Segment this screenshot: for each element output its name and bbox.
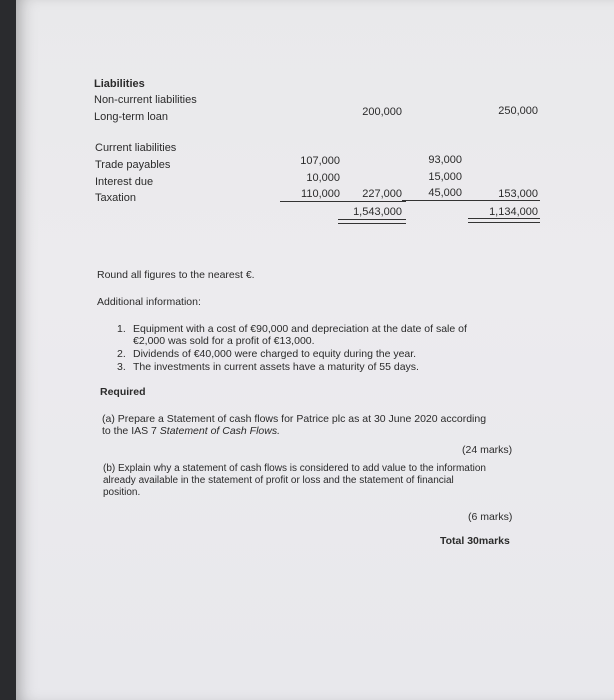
taxation-2020: 110,000 — [301, 188, 340, 200]
part-a-text: (a) Prepare a Statement of cash flows for Patrice plc as at 30 June 2020 according — [102, 413, 487, 425]
long-term-loan-2020: 200,000 — [362, 106, 402, 118]
current-liabilities-total-2020: 227,000 — [362, 188, 402, 200]
total-liabilities-equity-2020: 1,543,000 — [353, 206, 402, 218]
info-item-text: Dividends of €40,000 were charged to equity during the year. — [133, 348, 417, 360]
taxation-label: Taxation — [95, 192, 136, 204]
noncurrent-liabilities-heading: Non-current liabilities — [94, 94, 197, 106]
part-a-marks: (24 marks) — [462, 444, 513, 456]
part-a-text-cont: to the IAS 7 Statement of Cash Flows. — [102, 425, 281, 437]
info-item-text-cont: €2,000 was sold for a profit of €13,000. — [133, 335, 315, 347]
info-item-text: The investments in current assets have a maturity of 55 days. — [133, 361, 419, 373]
part-b-text: (b) Explain why a statement of cash flows is considered to add value to the information — [103, 463, 486, 474]
subtotal-rule-2020 — [280, 201, 406, 202]
current-liabilities-heading: Current liabilities — [95, 142, 177, 154]
total-liabilities-equity-2019: 1,134,000 — [489, 206, 538, 218]
taxation-2019: 45,000 — [428, 187, 462, 199]
trade-payables-label: Trade payables — [95, 159, 171, 171]
double-rule-2019 — [468, 218, 540, 223]
trade-payables-2019: 93,000 — [428, 154, 462, 166]
double-rule-2020 — [338, 219, 406, 224]
part-b-marks: (6 marks) — [468, 511, 513, 523]
info-item-text: Equipment with a cost of €90,000 and depreciation at the date of sale of — [133, 323, 467, 335]
part-b-text-end: position. — [103, 487, 141, 498]
part-b-text-cont: already available in the statement of profit or loss and the statement of financial — [103, 475, 454, 486]
interest-due-2019: 15,000 — [428, 171, 462, 183]
liabilities-heading: Liabilities — [94, 78, 145, 90]
info-item-number: 2. — [117, 348, 126, 360]
current-liabilities-total-2019: 153,000 — [498, 188, 538, 200]
info-item-number: 3. — [117, 361, 126, 373]
additional-info-heading: Additional information: — [97, 296, 201, 308]
subtotal-rule-2019 — [402, 200, 540, 201]
rounding-note: Round all figures to the nearest €. — [97, 269, 255, 281]
info-item-number: 1. — [117, 323, 126, 335]
trade-payables-2020: 107,000 — [300, 155, 340, 167]
required-heading: Required — [100, 386, 146, 398]
interest-due-2020: 10,000 — [306, 172, 340, 184]
interest-due-label: Interest due — [95, 176, 154, 188]
total-marks: Total 30marks — [440, 535, 510, 547]
long-term-loan-label: Long-term loan — [94, 111, 168, 123]
ias7-title: Statement of Cash Flows. — [159, 425, 281, 437]
exam-page — [16, 0, 614, 700]
long-term-loan-2019: 250,000 — [498, 105, 538, 117]
